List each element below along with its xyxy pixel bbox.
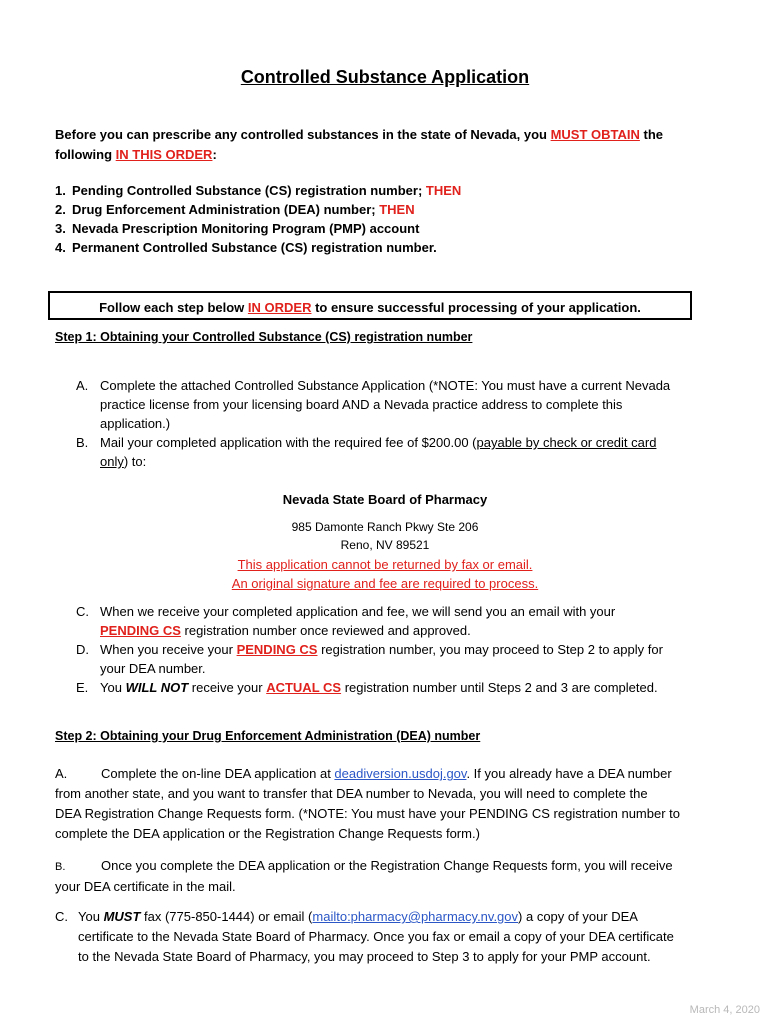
step2-item-b: B. Once you complete the DEA application or the Registration Change Requests form, you will receive your DEA certificate in the mail. xyxy=(55,858,673,894)
page-title: Controlled Substance Application xyxy=(240,67,530,87)
step2-item-c: C. You MUST fax (775-850-1444) or email (mailto:pharmacy@pharmacy.nv.gov) a copy of your DEA certificate to the Nevada State Board of Pharmacy. Once you fax or email a copy of your DEA certificate to the Nevada State Board of Pharmacy, you may proceed to Step 3 to apply for your PMP account. xyxy=(55,909,674,964)
dea-diversion-link[interactable]: deadiversion.usdoj.gov xyxy=(334,766,467,781)
address-city: Reno, NV 89521 xyxy=(340,538,430,552)
step2-item-a: A. Complete the on-line DEA application at deadiversion.usdoj.gov. If you already have a DEA number from another state, and you want to transfer that DEA number to Nevada, you will need to complete the DEA Registration Change Requests form. (*NOTE: You must have your PENDING CS registration number to complete the DEA application or the Registration Change Requests form.) xyxy=(55,766,680,841)
step1-item-d: D. When you receive your PENDING CS registration number, you may proceed to Step 2 to apply for your DEA number. xyxy=(76,642,663,676)
in-this-order-emphasis: IN THIS ORDER xyxy=(115,147,213,162)
step1-heading: Step 1: Obtaining your Controlled Substance (CS) registration number xyxy=(55,330,473,344)
footer-date: March 4, 2020 xyxy=(689,1004,760,1016)
list-item: 4. Permanent Controlled Substance (CS) registration number. xyxy=(55,240,437,255)
must-obtain-emphasis: MUST OBTAIN xyxy=(550,127,640,142)
pharmacy-board-name: Nevada State Board of Pharmacy xyxy=(282,492,488,507)
signature-fee-warning: An original signature and fee are required to process. xyxy=(231,576,539,591)
list-item: 2. Drug Enforcement Administration (DEA) number; THEN xyxy=(55,202,415,217)
step1-item-b: B. Mail your completed application with the required fee of $200.00 (payable by check or credit card only) to: xyxy=(76,435,657,469)
in-order-notice-box: Follow each step below IN ORDER to ensure successful processing of your application. xyxy=(48,291,692,320)
pharmacy-email-link[interactable]: mailto:pharmacy@pharmacy.nv.gov xyxy=(312,909,519,924)
step1-item-c: C. When we receive your completed application and fee, we will send you an email with your PENDING CS registration number once reviewed and approved. xyxy=(76,604,616,638)
step1-item-a: A. Complete the attached Controlled Substance Application (*NOTE: You must have a current Nevada practice license from your licensing board AND a Nevada practice address to complete this application.) xyxy=(76,378,671,431)
fax-email-warning: This application cannot be returned by fax or email. xyxy=(237,557,533,572)
address-street: 985 Damonte Ranch Pkwy Ste 206 xyxy=(291,520,479,534)
order-list xyxy=(55,181,735,257)
intro-paragraph: Before you can prescribe any controlled substances in the state of Nevada, you MUST OBTAIN the following IN THIS ORDER: xyxy=(55,127,664,162)
list-item: 1. Pending Controlled Substance (CS) registration number; THEN xyxy=(55,183,462,198)
step2-heading: Step 2: Obtaining your Drug Enforcement Administration (DEA) number xyxy=(55,729,481,743)
list-item: 3. Nevada Prescription Monitoring Program (PMP) account xyxy=(55,221,420,236)
step1-item-e: E. You WILL NOT receive your ACTUAL CS registration number until Steps 2 and 3 are completed. xyxy=(76,680,658,695)
